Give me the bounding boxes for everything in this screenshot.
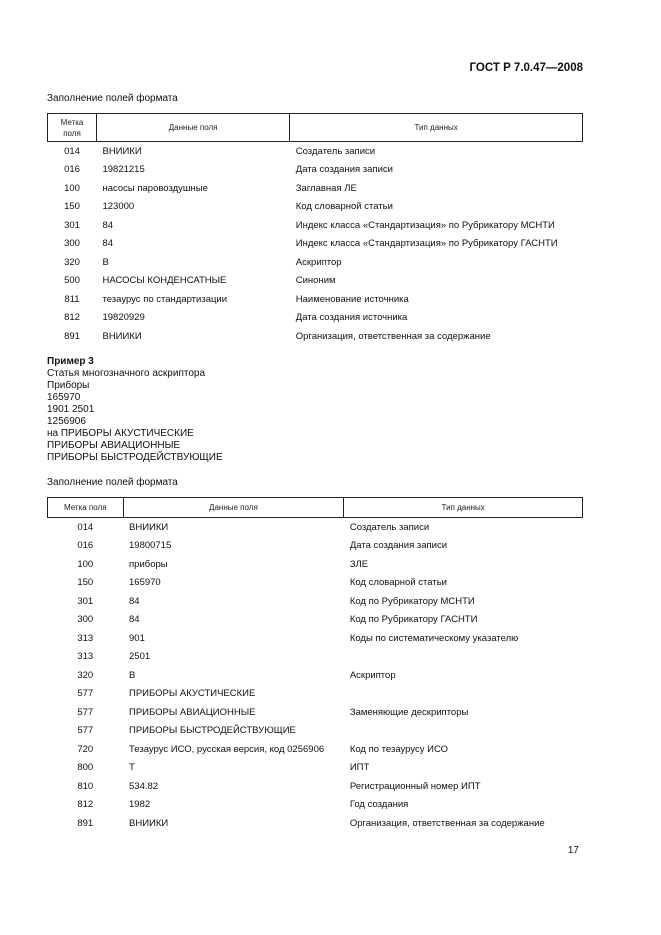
table-row	[48, 740, 583, 759]
field-type: Код по тезаурусу ИСО	[349, 743, 449, 755]
field-tag: 014	[77, 521, 94, 533]
field-type: Дата создания записи	[295, 164, 393, 176]
field-tag: 301	[77, 595, 94, 607]
table-row	[48, 179, 583, 198]
table-row	[48, 629, 583, 648]
field-data: ВНИИКИ	[129, 521, 169, 533]
field-tag: 100	[64, 182, 80, 194]
table-header-row	[48, 114, 583, 142]
field-type: ИПТ	[349, 762, 370, 774]
field-type: Код словарной статьи	[295, 201, 393, 213]
field-type: Заглавная ЛЕ	[295, 182, 357, 194]
table-row	[48, 722, 583, 741]
field-type: Код по Рубрикатору ГАСНТИ	[349, 614, 478, 626]
field-type: Организация, ответственная за содержание	[349, 817, 545, 829]
field-tag: 577	[77, 706, 94, 718]
field-tag: 150	[77, 577, 94, 589]
field-tag: 150	[64, 201, 80, 213]
field-type: Аскриптор	[295, 256, 342, 268]
example-line: Приборы	[47, 380, 90, 391]
table-row	[48, 327, 583, 346]
field-data: ВНИИКИ	[102, 145, 142, 157]
page-number: 17	[567, 845, 579, 856]
field-data: НАСОСЫ КОНДЕНСАТНЫЕ	[102, 275, 227, 287]
field-tag: 577	[77, 725, 94, 737]
field-tag: 300	[77, 614, 94, 626]
table-row	[48, 574, 583, 593]
field-data: 2501	[129, 651, 151, 663]
table-header-row	[48, 498, 583, 518]
column-header-tag: Метка поля	[48, 114, 97, 142]
column-header-data: Данные поля	[123, 498, 344, 518]
field-tag: 577	[77, 688, 94, 700]
table-row	[48, 685, 583, 704]
example-line: ПРИБОРЫ БЫСТРОДЕЙСТВУЮЩИЕ	[47, 452, 223, 463]
field-tag: 320	[64, 256, 80, 268]
format-fields-table-1	[47, 113, 583, 346]
field-data: 901	[129, 632, 145, 644]
field-data: ВНИИКИ	[102, 330, 142, 342]
example-title: Пример 3	[47, 356, 94, 367]
field-data: 123000	[102, 201, 135, 213]
example-line: 165970	[47, 392, 81, 403]
table-row	[48, 198, 583, 217]
field-tag: 812	[64, 312, 80, 324]
field-type: Год создания	[349, 799, 409, 811]
table-row	[48, 518, 583, 537]
field-type: Организация, ответственная за содержание	[295, 330, 491, 342]
field-type	[344, 685, 583, 704]
table-row	[48, 290, 583, 309]
section1-caption: Заполнение полей формата	[47, 93, 178, 104]
document-header: ГОСТ Р 7.0.47—2008	[469, 62, 583, 74]
table-row	[48, 648, 583, 667]
field-tag: 320	[77, 669, 94, 681]
column-header-tag: Метка поля	[48, 498, 124, 518]
field-data: В	[129, 669, 136, 681]
field-data: Т	[129, 762, 135, 774]
table-row	[48, 555, 583, 574]
field-type: Синоним	[295, 275, 336, 287]
field-tag: 300	[64, 238, 80, 250]
field-type: Аскриптор	[349, 669, 396, 681]
field-data: 84	[102, 219, 114, 231]
field-type: Дата создания источника	[295, 312, 408, 324]
field-tag: 016	[77, 540, 94, 552]
table-row	[48, 142, 583, 161]
field-tag: 891	[77, 817, 94, 829]
field-type: Коды по систематическому указателю	[349, 632, 519, 644]
field-tag: 500	[64, 275, 80, 287]
field-data: приборы	[129, 558, 168, 570]
field-data: ПРИБОРЫ БЫСТРОДЕЙСТВУЮЩИЕ	[129, 725, 296, 737]
field-data: 534.82	[129, 780, 159, 792]
field-type: Дата создания записи	[349, 540, 447, 552]
table-row	[48, 814, 583, 833]
table-row	[48, 796, 583, 815]
field-data: 165970	[129, 577, 161, 589]
field-tag: 100	[77, 558, 94, 570]
field-tag: 014	[64, 145, 80, 157]
table-row	[48, 666, 583, 685]
field-tag: 016	[64, 164, 80, 176]
table-row	[48, 235, 583, 254]
example-block	[47, 356, 223, 464]
field-tag: 812	[77, 799, 94, 811]
example-line: Статья многозначного аскриптора	[47, 368, 206, 379]
field-type: Индекс класса «Стандартизация» по Рубрикатору ГАСНТИ	[295, 238, 558, 250]
field-type: Создатель записи	[349, 521, 430, 533]
field-data: 84	[102, 238, 114, 250]
field-data: 19821215	[102, 164, 145, 176]
field-type: Создатель записи	[295, 145, 376, 157]
field-data: насосы паровоздушные	[102, 182, 208, 194]
field-tag: 301	[64, 219, 80, 231]
table-row	[48, 537, 583, 556]
section2-caption: Заполнение полей формата	[47, 477, 178, 488]
table-row	[48, 216, 583, 235]
field-data: 19800715	[129, 540, 172, 552]
table-row	[48, 777, 583, 796]
example-line: ПРИБОРЫ АВИАЦИОННЫЕ	[47, 440, 181, 451]
field-tag: 800	[77, 762, 94, 774]
field-tag: 891	[64, 330, 80, 342]
field-data: В	[102, 256, 109, 268]
column-header-type: Тип данных	[344, 498, 583, 518]
field-tag: 313	[77, 651, 94, 663]
field-data: 84	[129, 595, 140, 607]
field-data: 84	[129, 614, 140, 626]
field-type	[344, 722, 583, 741]
field-tag: 313	[77, 632, 94, 644]
field-data: ПРИБОРЫ АВИАЦИОННЫЕ	[129, 706, 256, 718]
column-header-data: Данные поля	[96, 114, 289, 142]
example-line: на ПРИБОРЫ АКУСТИЧЕСКИЕ	[47, 428, 194, 439]
field-data: тезаурус по стандартизации	[102, 293, 228, 305]
field-type: Заменяющие дескрипторы	[349, 706, 469, 718]
field-tag: 810	[77, 780, 94, 792]
table-row	[48, 759, 583, 778]
table-row	[48, 272, 583, 291]
field-type	[344, 648, 583, 667]
field-data: 1982	[129, 799, 151, 811]
table-row	[48, 309, 583, 328]
column-header-type: Тип данных	[290, 114, 583, 142]
field-type: Код по Рубрикатору МСНТИ	[349, 595, 475, 607]
table-row	[48, 161, 583, 180]
table-row	[48, 592, 583, 611]
field-type: Код словарной статьи	[349, 577, 447, 589]
field-data: Тезаурус ИСО, русская версия, код 0256906	[129, 743, 325, 755]
field-data: ПРИБОРЫ АКУСТИЧЕСКИЕ	[129, 688, 256, 700]
field-type: ЗЛЕ	[349, 558, 369, 570]
field-tag: 720	[77, 743, 94, 755]
table-row	[48, 703, 583, 722]
format-fields-table-2	[47, 497, 583, 833]
field-data: ВНИИКИ	[129, 817, 169, 829]
field-type: Регистрационный номер ИПТ	[349, 780, 481, 792]
field-data: 19820929	[102, 312, 145, 324]
example-line: 1901 2501	[47, 404, 95, 415]
table-row	[48, 253, 583, 272]
field-tag: 811	[64, 293, 80, 305]
example-line: 1256906	[47, 416, 86, 427]
field-type: Наименование источника	[295, 293, 409, 305]
table-row	[48, 611, 583, 630]
field-type: Индекс класса «Стандартизация» по Рубрикатору МСНТИ	[295, 219, 555, 231]
